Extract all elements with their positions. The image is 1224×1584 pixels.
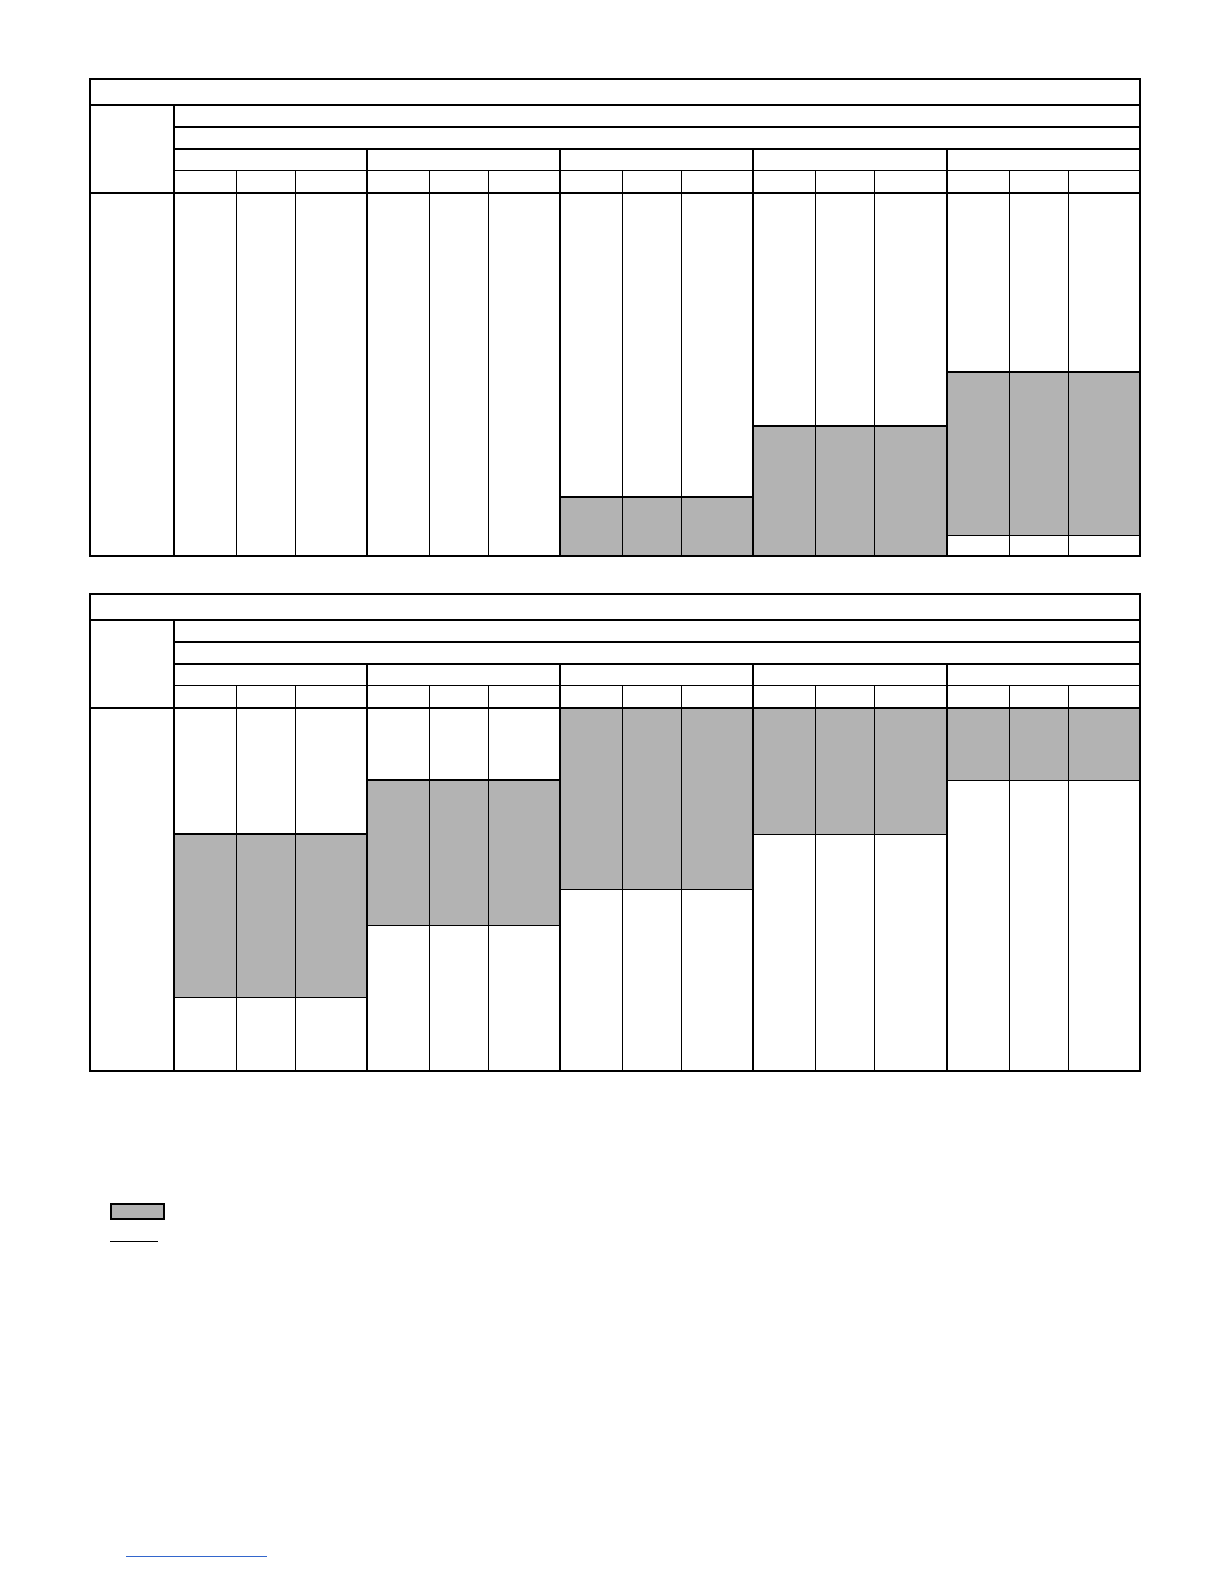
shade-bottom-border xyxy=(946,780,1139,781)
sub-column-divider xyxy=(1009,170,1010,555)
shaded-cell-range xyxy=(946,372,1139,535)
shade-top-border xyxy=(946,371,1139,373)
shaded-cell-range xyxy=(559,707,752,889)
shaded-cell-range xyxy=(946,707,1139,780)
row-header-divider xyxy=(173,619,175,1070)
spanner-divider xyxy=(173,641,1139,643)
sub-column-divider xyxy=(1009,685,1010,1070)
sub-column-divider xyxy=(295,685,296,1070)
group-divider xyxy=(173,170,1139,171)
shade-top-border xyxy=(366,779,559,781)
shaded-cell-range xyxy=(559,497,752,555)
row-header-divider xyxy=(173,104,175,555)
shade-top-border xyxy=(559,496,752,498)
sub-column-divider xyxy=(681,170,682,555)
sub-column-divider xyxy=(488,170,489,555)
sub-column-divider xyxy=(488,685,489,1070)
data-table-1 xyxy=(89,78,1141,557)
group-column-divider xyxy=(752,148,754,555)
shade-top-border xyxy=(173,833,366,835)
title-divider xyxy=(91,619,1139,621)
sub-column-divider xyxy=(815,170,816,555)
shaded-cell-range xyxy=(752,426,946,555)
footer-link[interactable] xyxy=(126,1556,267,1557)
group-column-divider xyxy=(366,148,368,555)
header-body-divider xyxy=(91,192,1139,194)
sub-column-divider xyxy=(429,685,430,1070)
shade-bottom-border xyxy=(752,834,946,835)
data-table-2 xyxy=(89,593,1141,1072)
spanner-divider xyxy=(173,126,1139,128)
group-column-divider xyxy=(559,663,561,1070)
sub-column-divider xyxy=(874,170,875,555)
legend-shaded-swatch xyxy=(110,1203,165,1220)
sub-column-divider xyxy=(1068,170,1069,555)
sub-column-divider xyxy=(236,170,237,555)
sub-column-divider xyxy=(622,170,623,555)
sub-column-divider xyxy=(815,685,816,1070)
sub-column-divider xyxy=(429,170,430,555)
sub-column-divider xyxy=(295,170,296,555)
spanner-divider xyxy=(173,148,1139,150)
shade-bottom-border xyxy=(366,925,559,926)
sub-column-divider xyxy=(874,685,875,1070)
group-column-divider xyxy=(946,663,948,1070)
group-column-divider xyxy=(752,663,754,1070)
sub-column-divider xyxy=(1068,685,1069,1070)
group-column-divider xyxy=(366,663,368,1070)
title-divider xyxy=(91,104,1139,106)
shade-bottom-border xyxy=(173,997,366,998)
note-label xyxy=(110,1241,158,1242)
group-column-divider xyxy=(559,148,561,555)
group-column-divider xyxy=(946,148,948,555)
shade-bottom-border xyxy=(559,889,752,890)
sub-column-divider xyxy=(681,685,682,1070)
shade-bottom-border xyxy=(946,535,1139,536)
shaded-cell-range xyxy=(752,707,946,834)
sub-column-divider xyxy=(236,685,237,1070)
group-divider xyxy=(173,685,1139,686)
spanner-divider xyxy=(173,663,1139,665)
header-body-divider xyxy=(91,707,1139,709)
shaded-cell-range xyxy=(173,834,366,997)
shaded-cell-range xyxy=(366,780,559,925)
sub-column-divider xyxy=(622,685,623,1070)
shade-top-border xyxy=(752,425,946,427)
